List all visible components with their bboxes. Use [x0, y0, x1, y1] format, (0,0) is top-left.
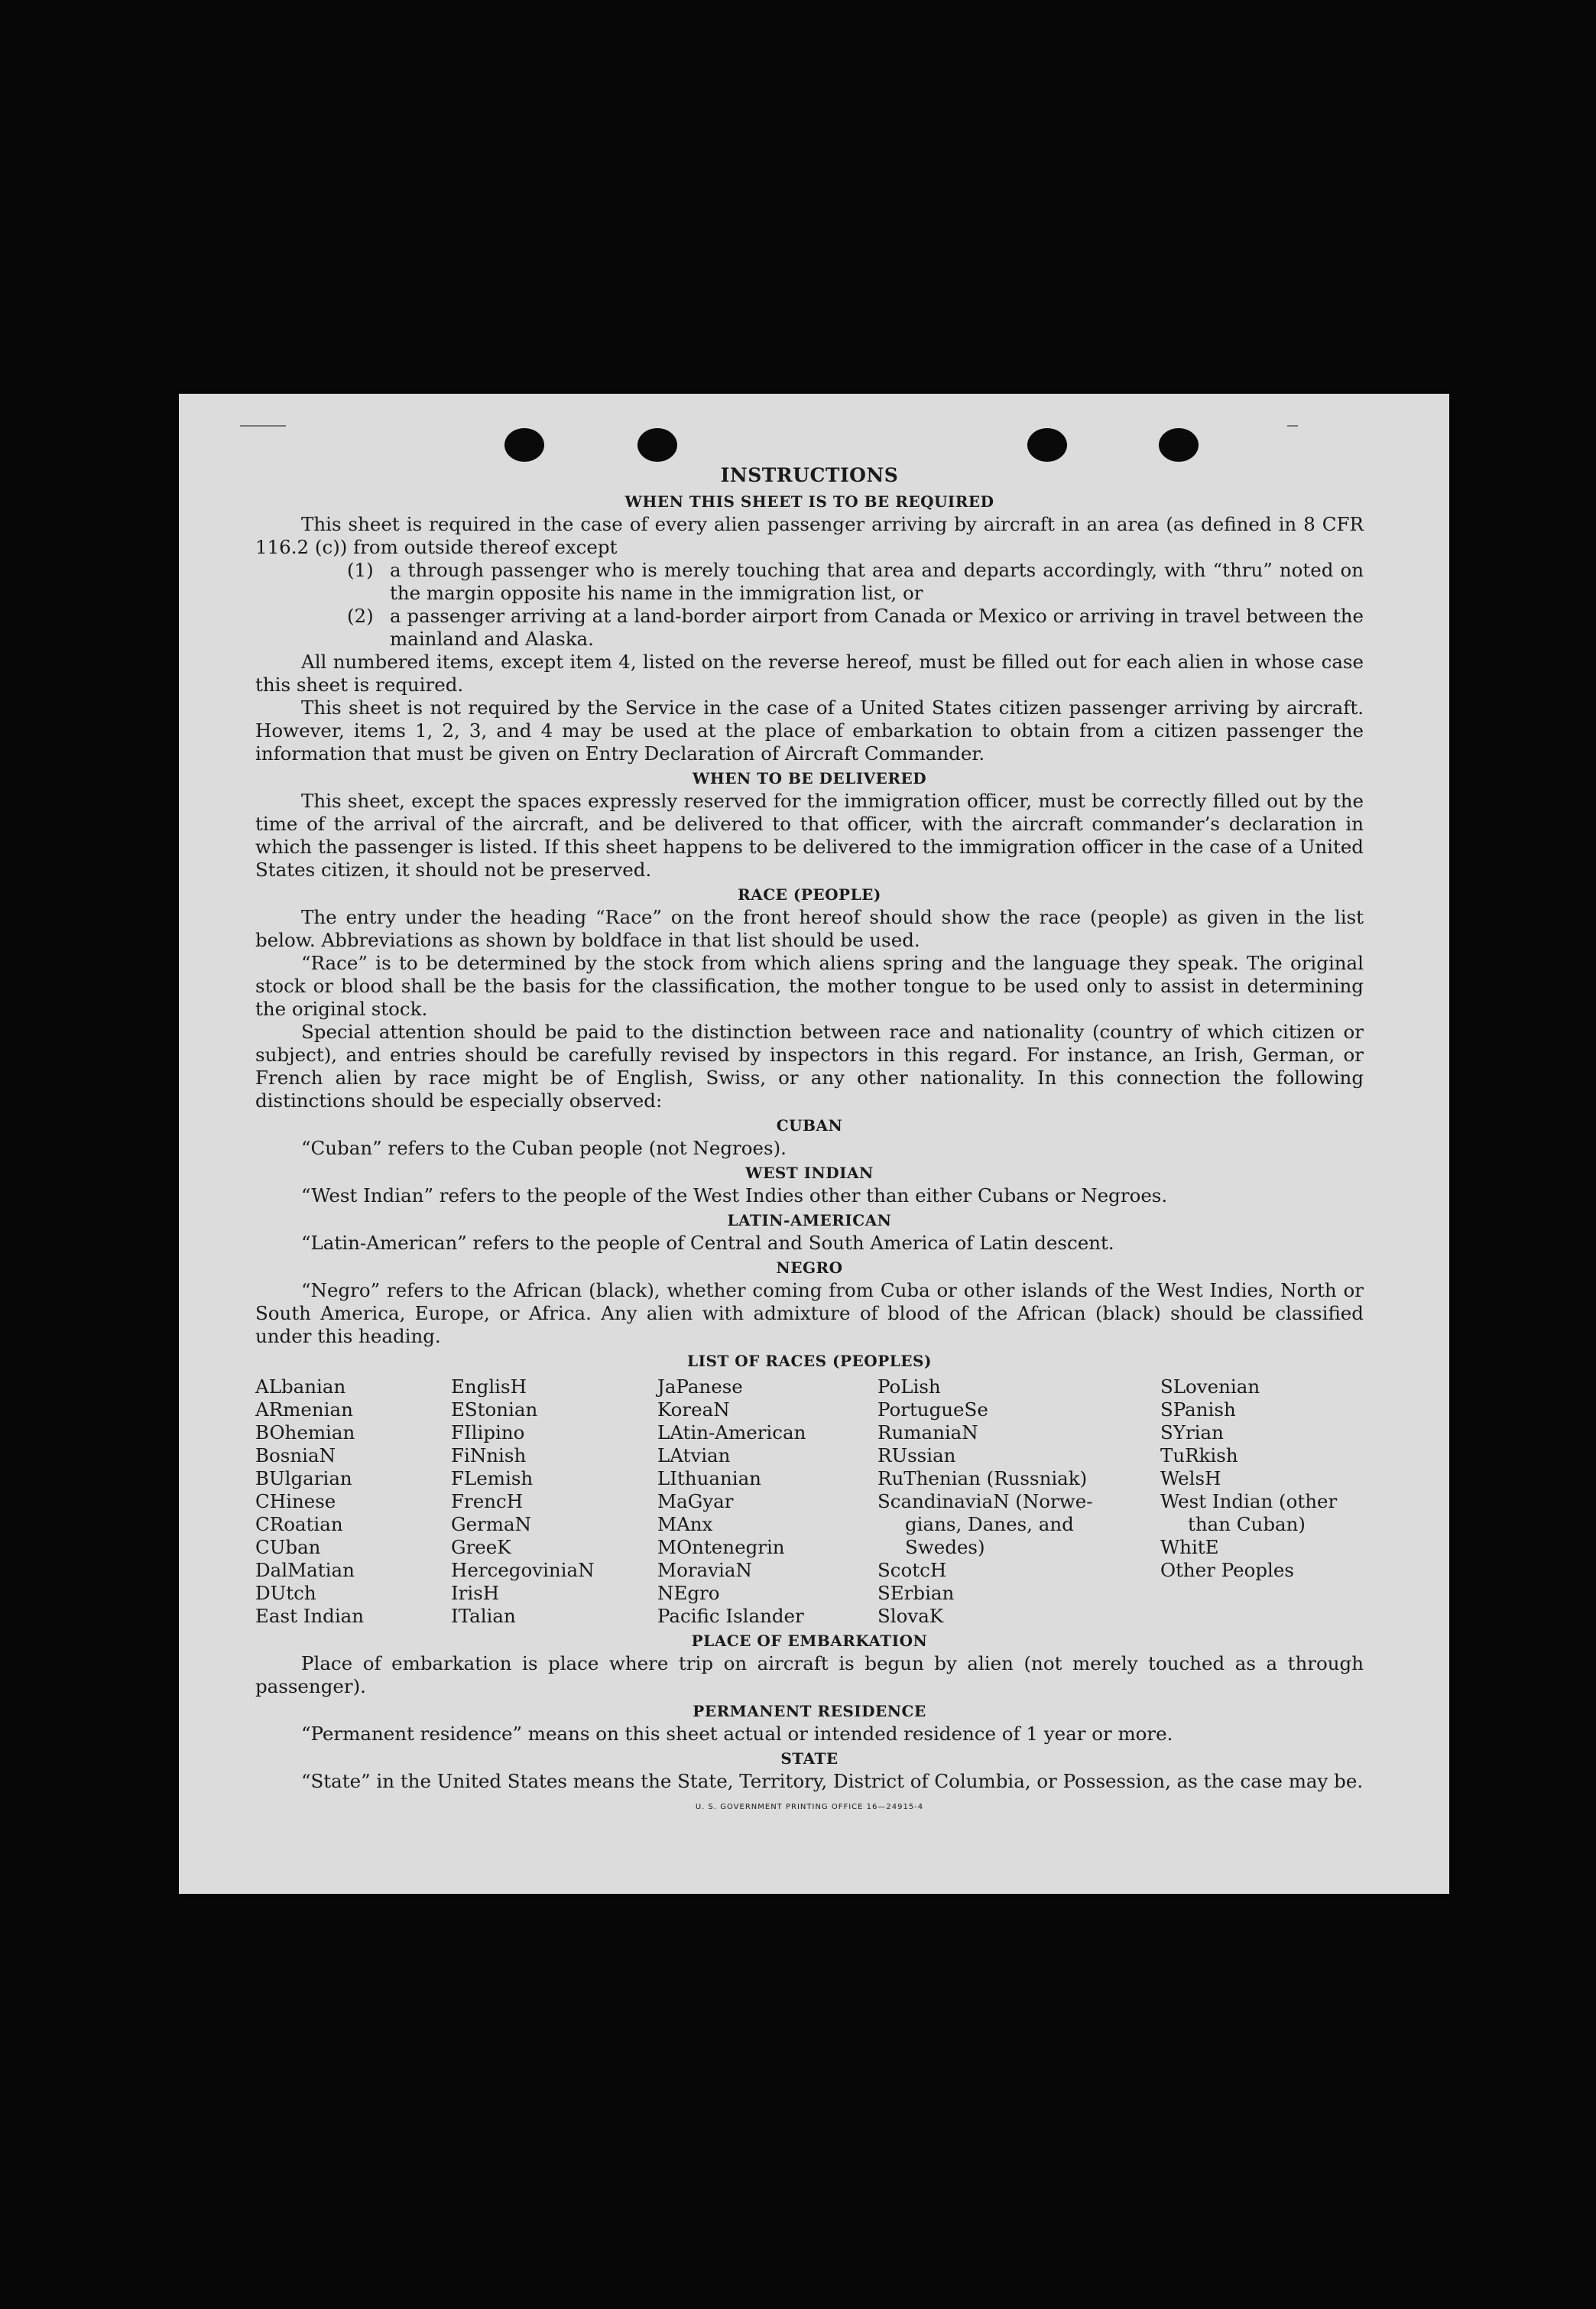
- paragraph: Place of embarkation is place where trip on aircraft is begun by alien (not merely touched as a through passenger).: [255, 1652, 1364, 1697]
- paragraph: This sheet, except the spaces expressly reserved for the immigration officer, must be correctly filled out by the time of the arrival of the aircraft, and be delivered to that officer, with the aircraft commander’s declaration in which the passenger is listed. If this sheet happens to be delivered to the immigration officer in the case of a United States citizen, it should not be preserved.: [255, 790, 1364, 881]
- race-item: Pacific Islander: [657, 1605, 804, 1627]
- paragraph: “Race” is to be determined by the stock from which aliens spring and the language they speak. The original stock or blood shall be the basis for the classification, the mother tongue to be used only to assist in determining the original stock.: [255, 952, 1364, 1020]
- race-item: MoraviaN: [657, 1559, 752, 1581]
- race-item: SPanish: [1160, 1398, 1236, 1421]
- race-item: SLovenian: [1160, 1375, 1260, 1398]
- race-item: CHinese: [255, 1490, 336, 1512]
- race-item: than Cuban): [1188, 1513, 1306, 1535]
- heading-when-delivered: WHEN TO BE DELIVERED: [692, 769, 927, 788]
- race-item: GermaN: [451, 1513, 532, 1535]
- race-item: PortugueSe: [877, 1398, 988, 1421]
- race-item: Other Peoples: [1160, 1559, 1294, 1581]
- heading-state: STATE: [780, 1749, 839, 1768]
- race-item: ARmenian: [255, 1398, 353, 1421]
- race-item: EStonian: [451, 1398, 538, 1421]
- margin-mark: [1287, 425, 1298, 427]
- heading-cuban: CUBAN: [776, 1116, 843, 1135]
- paragraph: All numbered items, except item 4, listed on the reverse hereof, must be filled out for each alien in whose case this sheet is required.: [255, 651, 1364, 696]
- race-item: ITalian: [451, 1605, 516, 1627]
- sheet-content: [255, 464, 1364, 1819]
- list-item: [255, 605, 1364, 651]
- race-item: SlovaK: [877, 1605, 944, 1627]
- race-item: LIthuanian: [657, 1467, 761, 1489]
- list-text: a passenger arriving at a land-border airport from Canada or Mexico or arriving in travel between the mainland and Alaska.: [390, 605, 1364, 650]
- paragraph: This sheet is required in the case of every alien passenger arriving by aircraft in an area (as defined in 8 CFR 116.2 (c)) from outside thereof except: [255, 513, 1364, 558]
- race-item: BUlgarian: [255, 1467, 352, 1489]
- race-item: RumaniaN: [877, 1421, 978, 1444]
- list-text: a through passenger who is merely touching that area and departs accordingly, with “thru” noted on the margin opposite his name in the immigration list, or: [390, 559, 1364, 604]
- paragraph: Special attention should be paid to the distinction between race and nationality (country of which citizen or subject), and entries should be carefully revised by inspectors in this regard. For instance, an Irish, German, or French alien by race might be of English, Swiss, or any other nationality. In this connection the following distinctions should be especially observed:: [255, 1021, 1364, 1112]
- heading-residence: PERMANENT RESIDENCE: [693, 1702, 926, 1720]
- race-column: [255, 1375, 451, 1628]
- paragraph: This sheet is not required by the Service in the case of a United States citizen passenger arriving by aircraft. However, items 1, 2, 3, and 4 may be used at the place of embarkation to obtain from a citizen passenger the information that must be given on Entry Declaration of Aircraft Commander.: [255, 697, 1364, 765]
- race-item: LAtvian: [657, 1444, 731, 1466]
- page-title: INSTRUCTIONS: [720, 464, 899, 486]
- race-item: ScotcH: [877, 1559, 947, 1581]
- paragraph: “Negro” refers to the African (black), whether coming from Cuba or other islands of the West Indies, North or South America, Europe, or Africa. Any alien with admixture of blood of the African (black) should be classified under this heading.: [255, 1279, 1364, 1347]
- race-list: [255, 1375, 1364, 1628]
- paragraph: “Cuban” refers to the Cuban people (not Negroes).: [301, 1137, 787, 1159]
- race-item: MOntenegrin: [657, 1536, 785, 1558]
- race-item: FIlipino: [451, 1421, 525, 1444]
- race-item: DUtch: [255, 1582, 316, 1604]
- race-item: FLemish: [451, 1467, 534, 1489]
- list-number: (2): [347, 605, 374, 627]
- race-item: GreeK: [451, 1536, 511, 1558]
- race-item: gians, Danes, and: [905, 1513, 1074, 1535]
- paragraph: “West Indian” refers to the people of the West Indies other than either Cubans or Negroes.: [301, 1184, 1168, 1206]
- race-item: CRoatian: [255, 1513, 343, 1535]
- punch-hole: [637, 428, 677, 462]
- paragraph: The entry under the heading “Race” on the front hereof should show the race (people) as given in the list below. Abbreviations as shown by boldface in that list should be used.: [255, 906, 1364, 951]
- paragraph: “State” in the United States means the State, Territory, District of Columbia, or Possession, as the case may be.: [301, 1770, 1364, 1792]
- race-item: DalMatian: [255, 1559, 355, 1581]
- heading-embarkation: PLACE OF EMBARKATION: [691, 1632, 928, 1650]
- list-number: (1): [347, 559, 374, 581]
- race-item: BOhemian: [255, 1421, 355, 1444]
- race-item: FrencH: [451, 1490, 524, 1512]
- race-item: East Indian: [255, 1605, 365, 1627]
- race-column: [877, 1375, 1160, 1628]
- race-item: JaPanese: [657, 1375, 743, 1398]
- race-item: KoreaN: [657, 1398, 730, 1421]
- heading-race: RACE (PEOPLE): [738, 885, 881, 904]
- race-item: ALbanian: [255, 1375, 346, 1398]
- race-item: MAnx: [657, 1513, 713, 1535]
- printer-imprint: U. S. GOVERNMENT PRINTING OFFICE 16—24915-4: [695, 1803, 924, 1811]
- race-item: FiNnish: [451, 1444, 527, 1466]
- race-item: MaGyar: [657, 1490, 734, 1512]
- race-item: HercegoviniaN: [451, 1559, 595, 1581]
- race-item: CUban: [255, 1536, 321, 1558]
- race-item: Swedes): [905, 1536, 985, 1558]
- heading-when-required: WHEN THIS SHEET IS TO BE REQUIRED: [624, 492, 994, 511]
- list-item: [255, 559, 1364, 605]
- heading-west-indian: WEST INDIAN: [745, 1164, 874, 1182]
- race-item: PoLish: [877, 1375, 941, 1398]
- heading-list-of-races: LIST OF RACES (PEOPLES): [687, 1352, 932, 1370]
- punch-hole: [504, 428, 544, 462]
- heading-negro: NEGRO: [776, 1258, 843, 1277]
- race-item: ScandinaviaN (Norwe-: [877, 1490, 1093, 1512]
- race-item: BosniaN: [255, 1444, 336, 1466]
- race-item: LAtin-American: [657, 1421, 806, 1444]
- race-item: WhitE: [1160, 1536, 1219, 1558]
- race-item: RUssian: [877, 1444, 956, 1466]
- race-column: [451, 1375, 657, 1628]
- race-item: SErbian: [877, 1582, 955, 1604]
- race-item: West Indian (other: [1160, 1490, 1338, 1512]
- race-column: [657, 1375, 877, 1628]
- race-item: EnglisH: [451, 1375, 527, 1398]
- race-item: SYrian: [1160, 1421, 1224, 1444]
- paragraph: “Latin-American” refers to the people of Central and South America of Latin descent.: [301, 1232, 1114, 1254]
- instruction-sheet: [179, 394, 1449, 1894]
- race-column: [1160, 1375, 1364, 1628]
- paragraph: “Permanent residence” means on this sheet actual or intended residence of 1 year or more.: [301, 1723, 1173, 1745]
- margin-mark: [240, 425, 286, 427]
- race-item: RuThenian (Russniak): [877, 1467, 1088, 1489]
- race-item: IrisH: [451, 1582, 500, 1604]
- race-item: TuRkish: [1160, 1444, 1238, 1466]
- punch-hole: [1159, 428, 1199, 462]
- heading-latin-american: LATIN-AMERICAN: [727, 1211, 892, 1229]
- race-item: NEgro: [657, 1582, 720, 1604]
- punch-hole: [1027, 428, 1067, 462]
- race-item: WelsH: [1160, 1467, 1221, 1489]
